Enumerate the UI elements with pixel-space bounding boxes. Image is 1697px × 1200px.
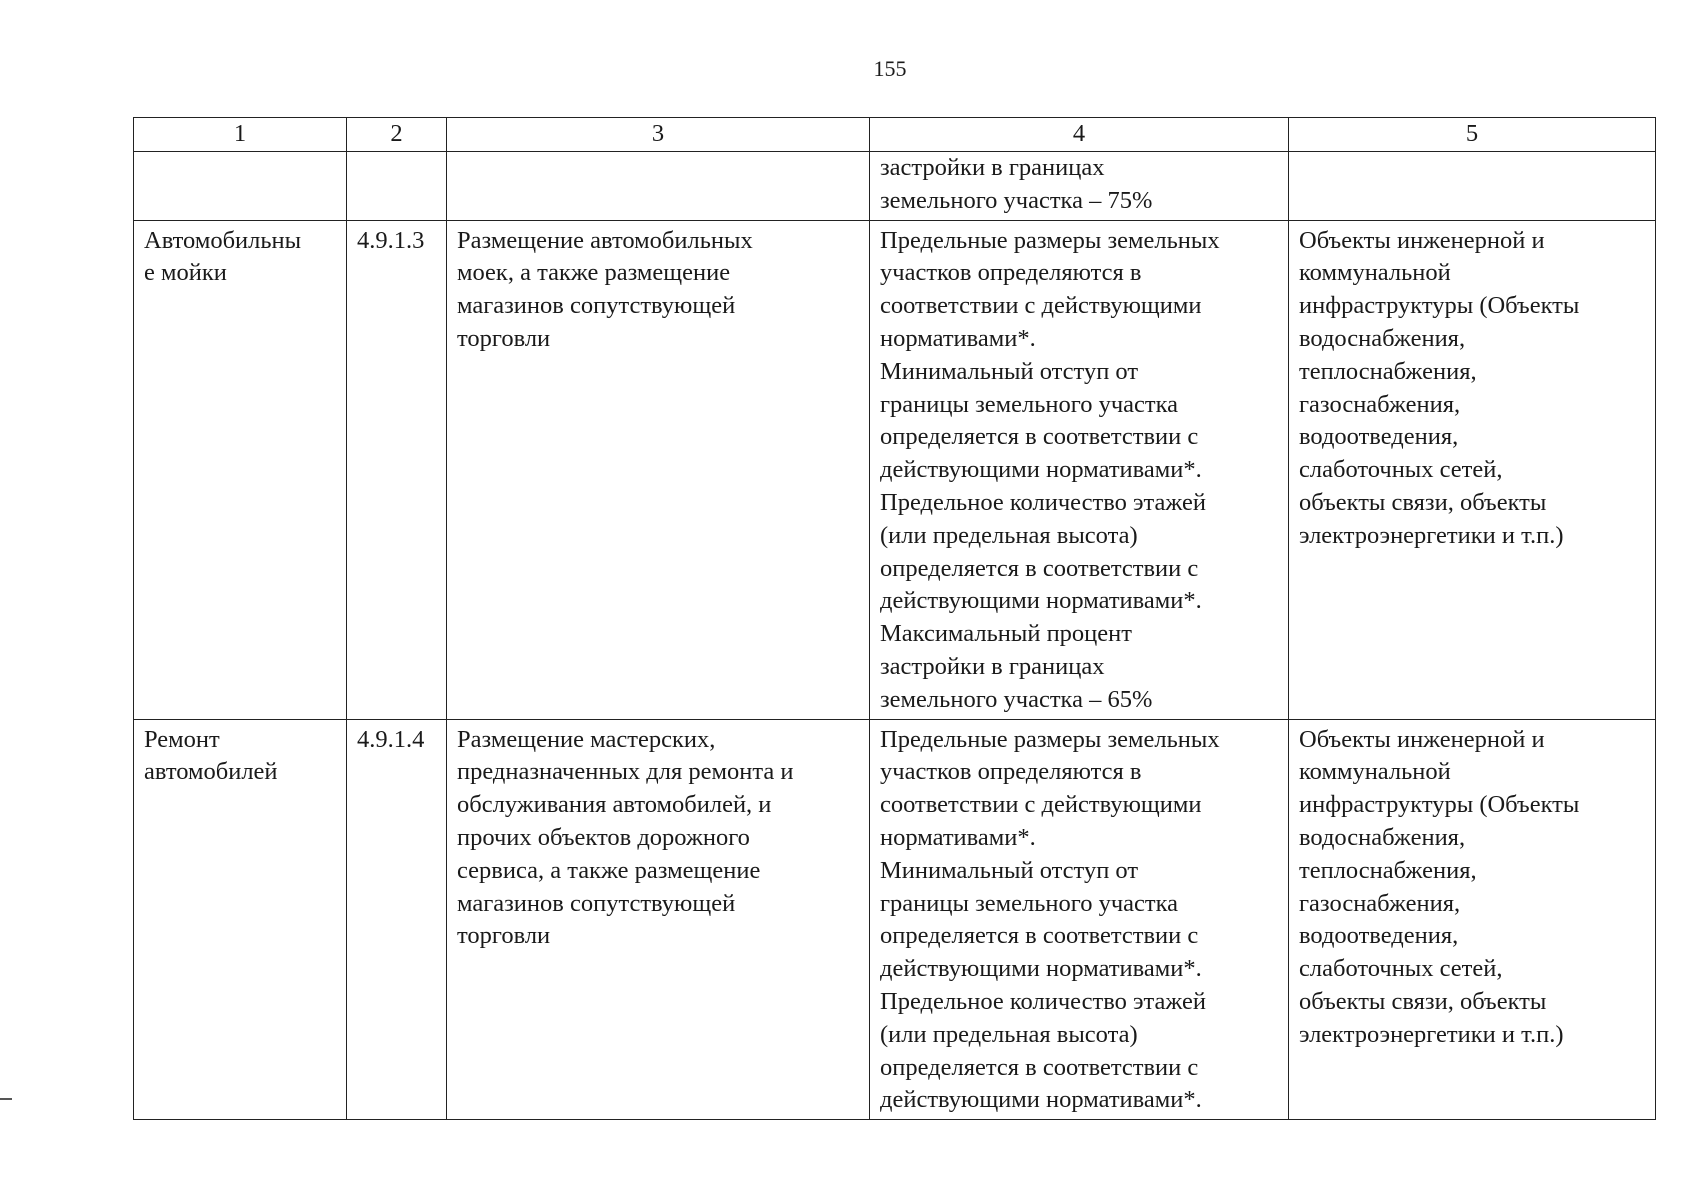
text-line: Минимальный отступ от	[880, 856, 1139, 884]
text-line: коммунальной	[1299, 758, 1451, 786]
text-line: Размещение мастерских,	[457, 725, 716, 753]
text-line: е мойки	[144, 259, 227, 287]
text-line: нормативами*.	[880, 823, 1036, 851]
text-line: слаботочных сетей,	[1299, 955, 1503, 983]
text-line: границы земельного участка	[880, 390, 1179, 418]
text-line: участков определяются в	[880, 259, 1142, 287]
text-line: Автомобильны	[144, 226, 302, 254]
text-line: водоснабжения,	[1299, 324, 1466, 352]
text-line: Предельное количество этажей	[880, 987, 1206, 1015]
text-line: теплоснабжения,	[1299, 856, 1477, 884]
text-line: магазинов сопутствующей	[457, 889, 736, 917]
use-description-cell	[447, 220, 870, 719]
text-line: Максимальный процент	[880, 620, 1132, 648]
use-type-code-cell: 4.9.1.3	[347, 220, 447, 719]
text-line: Ремонт	[144, 725, 220, 753]
text-line: соответствии с действующими	[880, 791, 1202, 819]
text-line: объекты связи, объекты	[1299, 987, 1547, 1015]
text-line: газоснабжения,	[1299, 889, 1461, 917]
table-row	[134, 719, 1656, 1120]
text-line: определяется в соответствии с	[880, 922, 1199, 950]
land-use-table	[133, 117, 1656, 1120]
table-header-row	[134, 118, 1656, 152]
text-line: Предельные размеры земельных	[880, 725, 1220, 753]
use-type-code-cell: 4.9.1.4	[347, 719, 447, 1120]
text-line: действующими нормативами*.	[880, 955, 1202, 983]
use-type-name-cell	[134, 220, 347, 719]
continuation-cell-5	[1289, 152, 1656, 221]
text-line: электроэнергетики и т.п.)	[1299, 1020, 1564, 1048]
text-line: участков определяются в	[880, 758, 1142, 786]
text-line: магазинов сопутствующей	[457, 292, 736, 320]
text-line: земельного участка – 75%	[880, 186, 1153, 214]
table-row	[134, 220, 1656, 719]
text-line: инфраструктуры (Объекты	[1299, 791, 1580, 819]
text-line: действующими нормативами*.	[880, 1086, 1202, 1114]
text-line: сервиса, а также размещение	[457, 856, 761, 884]
text-line: (или предельная высота)	[880, 521, 1138, 549]
text-line: границы земельного участка	[880, 889, 1179, 917]
text-line: торговли	[457, 324, 551, 352]
continuation-cell-2	[347, 152, 447, 221]
text-line: прочих объектов дорожного	[457, 823, 750, 851]
auxiliary-uses-cell	[1289, 719, 1656, 1120]
text-line: газоснабжения,	[1299, 390, 1461, 418]
text-line: Объекты инженерной и	[1299, 725, 1545, 753]
text-line: слаботочных сетей,	[1299, 456, 1503, 484]
page-number: 155	[873, 56, 907, 81]
text-line: (или предельная высота)	[880, 1020, 1138, 1048]
parameters-cell	[870, 719, 1289, 1120]
text-line: определяется в соответствии с	[880, 1053, 1199, 1081]
continuation-row	[134, 152, 1656, 221]
text-line: Минимальный отступ от	[880, 357, 1139, 385]
text-line: обслуживания автомобилей, и	[457, 791, 772, 819]
text-line: определяется в соответствии с	[880, 423, 1199, 451]
text-line: коммунальной	[1299, 259, 1451, 287]
text-line: соответствии с действующими	[880, 292, 1202, 320]
text-line: Объекты инженерной и	[1299, 226, 1545, 254]
text-line: теплоснабжения,	[1299, 357, 1477, 385]
continuation-cell-1	[134, 152, 347, 221]
use-type-name-cell	[134, 719, 347, 1120]
text-line: Предельное количество этажей	[880, 488, 1206, 516]
parameters-cell	[870, 220, 1289, 719]
header-col-2: 2	[347, 118, 447, 152]
text-line: моек, а также размещение	[457, 259, 731, 287]
scan-margin-mark	[0, 1098, 12, 1100]
text-line: торговли	[457, 922, 551, 950]
text-line: предназначенных для ремонта и	[457, 758, 794, 786]
text-line: объекты связи, объекты	[1299, 488, 1547, 516]
header-col-4: 4	[870, 118, 1289, 152]
text-line: действующими нормативами*.	[880, 587, 1202, 615]
continuation-cell-3	[447, 152, 870, 221]
header-col-5: 5	[1289, 118, 1656, 152]
text-line: земельного участка – 65%	[880, 685, 1153, 713]
header-col-1: 1	[134, 118, 347, 152]
text-line: определяется в соответствии с	[880, 554, 1199, 582]
text-line: застройки в границах	[880, 652, 1105, 680]
text-line: нормативами*.	[880, 324, 1036, 352]
text-line: инфраструктуры (Объекты	[1299, 292, 1580, 320]
text-line: Предельные размеры земельных	[880, 226, 1220, 254]
text-line: автомобилей	[144, 758, 278, 786]
text-line: водоотведения,	[1299, 922, 1459, 950]
auxiliary-uses-cell	[1289, 220, 1656, 719]
text-line: водоотведения,	[1299, 423, 1459, 451]
use-description-cell	[447, 719, 870, 1120]
continuation-parameters-cell	[870, 152, 1289, 221]
text-line: Размещение автомобильных	[457, 226, 753, 254]
text-line: действующими нормативами*.	[880, 456, 1202, 484]
text-line: застройки в границах	[880, 154, 1105, 181]
header-col-3: 3	[447, 118, 870, 152]
text-line: электроэнергетики и т.п.)	[1299, 521, 1564, 549]
text-line: водоснабжения,	[1299, 823, 1466, 851]
